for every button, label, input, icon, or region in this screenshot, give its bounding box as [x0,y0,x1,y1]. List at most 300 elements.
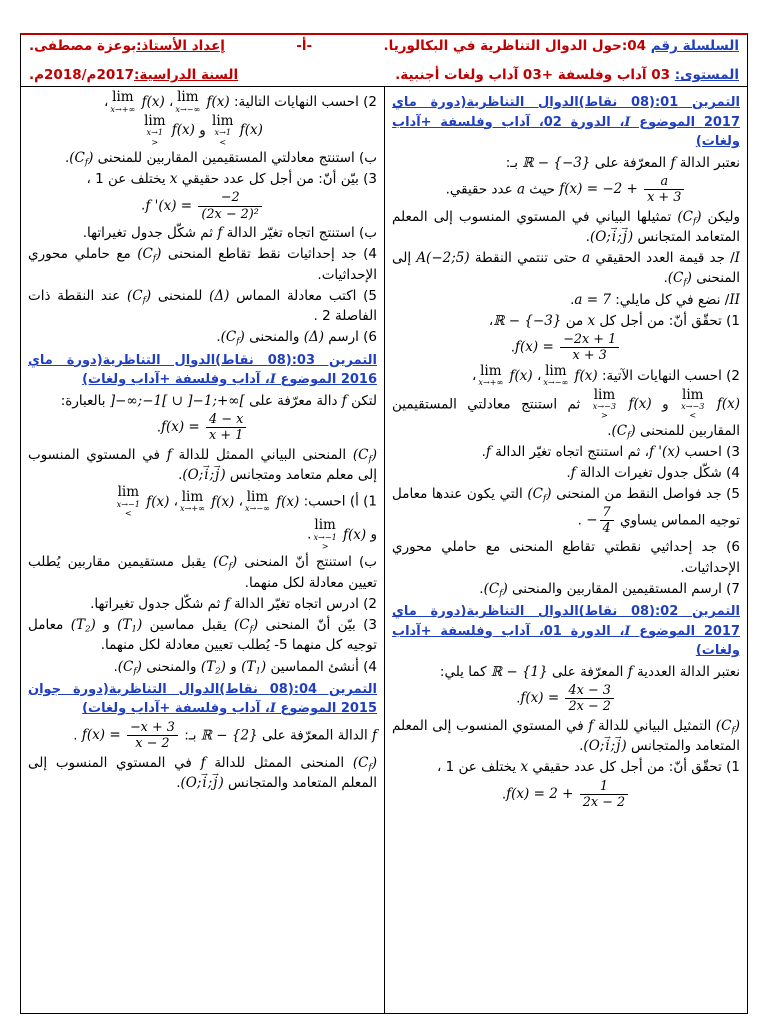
math-expression [735,250,740,266]
math-text: ) [696,208,702,225]
author-info [29,38,225,54]
text-run: ، الدورة 01، آداب وفلسفة +آداب ولغات) [392,623,740,659]
text-run: إلى المنحنى [392,250,740,287]
text-run: ، [488,312,494,329]
math-text: f '(x) [649,443,681,460]
subscript: f [142,295,146,306]
paragraph [28,657,377,677]
math-expression [583,738,626,754]
math-text: (Δ) [209,287,230,304]
level-value: 03 آداب وفلسفة +03 آداب ولغات أجنبية. [395,67,675,83]
text-run: من [561,312,588,329]
text-run: ، ثم استنتج اتجاه تغيّر الدالة [490,443,649,460]
math-expression [559,173,686,206]
math-text: ) [502,580,508,597]
math-expression [210,112,263,147]
math-text: f [166,446,172,463]
text-run: . [516,690,521,707]
math-expression [416,250,469,266]
paragraph [28,486,377,518]
text-run: 5) جد فواصل النقط من المنحنى [551,486,740,503]
math-text: ; [209,466,215,483]
math-text: f [627,663,633,680]
math-text: x [520,759,529,776]
limit-subscript: x→−∞ [244,503,270,514]
text-run: 4) شكّل جدول تغيرات الدالة [575,465,740,482]
fraction [560,332,619,364]
math-text: f(x) [167,122,195,139]
text-run: . [73,727,82,744]
limit-subscript: x→+∞ [180,503,205,514]
math-expression [515,332,621,364]
header-row-series [29,38,739,54]
fraction-numerator: a [644,174,684,190]
text-run: . [176,774,181,791]
math-expression [311,517,367,552]
math-expression [582,250,590,266]
fraction [600,505,614,537]
math-text: ) [88,149,94,166]
text-run: يختلف عن 1 ، [436,759,521,776]
limit [313,519,336,551]
paragraph [28,445,377,486]
math-text: I [624,114,631,130]
math-text: ) [220,466,226,483]
text-run: ، [164,93,174,110]
year-label: السنة الدراسية: [134,67,239,83]
limit [180,488,205,514]
math-text: (C [352,446,369,463]
math-expression [243,488,300,514]
math-expression [491,664,548,680]
math-text: f(x) = 2 + [506,785,578,802]
text-run: . [141,197,146,214]
author-name: بوعزة مصطفى. [29,38,137,54]
text-run: و [651,396,680,413]
text-run: . [510,339,516,356]
paragraph [392,386,740,441]
limit [543,362,569,388]
math-text: (C [352,754,369,771]
math-expression [170,171,178,187]
math-text: A(−2;5) [416,250,470,267]
math-text: f(x) = [520,690,564,707]
fraction-numerator: 4 − x [206,412,246,428]
text-run: 3) بيّن أنّ المنحنى [258,617,377,634]
math-text: (Δ) [303,329,324,346]
text-run: ، [104,93,109,110]
text-run: ، آداب وفلسفة +آداب ولغات) [82,701,270,717]
math-text: f [372,727,377,744]
subscript: f [228,562,232,573]
math-text: (C [213,554,229,571]
text-run: في المستوي المنسوب إلى المعلم المتعامد والمتجانس [392,717,740,755]
fraction [580,779,628,811]
math-text: (T [200,658,216,675]
math-text: a [516,181,526,198]
math-text: (T [117,617,132,634]
limit-subscript: > [601,410,608,421]
text-run: 2) احسب النهايات التالية: [229,93,377,110]
text-run: . [156,419,161,436]
year-value: 2017م/2018م. [29,67,135,83]
math-expression [145,190,264,222]
limit-subscript: x→−3 [592,401,617,412]
math-text: (O; [589,228,611,245]
text-run: . [577,512,587,529]
text-run: و [366,526,377,543]
math-text: (C [117,658,134,675]
text-run: وليكن [701,208,740,225]
math-expression [679,386,740,421]
worksheet-header [20,33,748,87]
subscript: 2 [215,666,221,677]
paragraph [392,290,740,310]
math-text: ℝ − {−3} [522,154,591,171]
math-text: ; [610,738,616,755]
math-text: (C [527,486,543,503]
math-expression [668,270,692,286]
math-expression [209,288,229,304]
math-text: ) [260,658,267,675]
paragraph [28,753,377,794]
subscript: f [627,430,631,441]
limit-word: lim [177,89,199,105]
limit-word: lim [212,112,234,129]
text-run: التمرين 01:(08 نقاط)الدوال التناظرية(دورة ماي 2017 الموضوع [392,95,740,130]
fraction-numerator: −2 [198,190,262,206]
text-run: التمثيل البياني للدالة [593,717,716,734]
math-text: f '(x) = [145,197,197,214]
limit-word: lim [682,386,704,403]
math-text: ℝ − {2} [200,727,258,744]
fraction-denominator: 2x − 2 [568,699,611,715]
math-expression [201,659,226,675]
level-label: المستوى: [674,67,739,83]
text-run: ثم شكّل جدول تغيراتها. [90,595,225,612]
text-run: . [607,422,612,439]
exercise-title [28,680,377,719]
text-run: 1) أ) احسب: [299,493,377,510]
math-expression [372,727,377,743]
text-run: . [307,526,312,543]
fraction-denominator: x + 1 [209,428,244,444]
paragraph [28,244,377,285]
text-run: للمنحنى [151,287,210,304]
math-text: (C [137,246,153,263]
math-text: ) [218,774,224,791]
formula-line [392,683,740,715]
subscript: f [249,624,253,635]
math-expression [234,617,258,633]
vector: i → [604,736,610,756]
limit-subscript: x→−1 [116,498,140,509]
text-run: . [663,270,668,287]
subscript: 1 [255,666,261,677]
paragraph [392,757,740,777]
limit [175,91,200,114]
text-run: . [579,738,584,755]
paragraph [392,716,740,757]
text-run: نعتبر الدالة [675,154,740,171]
math-expression [213,554,238,573]
subscript: f [683,277,687,288]
math-text: II [729,291,740,308]
text-run: ثم شكّل جدول تغيراتها. [82,225,218,242]
math-text: (C [220,329,237,346]
text-run: ب) استنتج اتجاه تغيّر الدالة [222,225,377,242]
subscript: f [692,216,697,227]
text-run: ، [234,493,243,510]
paragraph [392,463,740,483]
math-text: (C [69,149,85,166]
fraction-denominator: 2x − 2 [582,794,626,810]
text-run: ، [472,367,477,384]
formula-line [28,190,377,222]
math-text: f(x) = −2 + [559,181,643,198]
text-run: ثم استنتج معادلتي المستقيمين المقاربين للمنحنى [392,396,740,439]
text-run: 1) تحقّق أنّ: من أجل كل [595,312,740,329]
math-expression [484,581,508,597]
math-expression [353,447,377,463]
math-text: f(x) [141,493,170,510]
math-text: f [224,595,230,612]
text-run: / جد قيمة العدد الحقيقي [590,250,735,267]
math-text: ) [734,717,740,734]
fraction-numerator: 4x − 3 [565,683,613,699]
math-expression [201,727,258,743]
math-expression [178,488,235,514]
paragraph [28,223,377,243]
text-run: 4) أنشئ المماسين [266,658,377,675]
vector: i → [203,465,209,485]
subscript: f [731,725,735,736]
math-text: ) [621,738,627,755]
math-text: ]−∞;−1[ ∪ ]−1;+∞[ [109,392,245,409]
math-text: x [169,171,178,188]
math-text: ; [617,228,622,245]
limit-subscript: > [151,136,159,147]
limit-subscript: < [219,136,227,147]
column-left [21,87,384,1013]
math-text: (C [667,270,684,287]
math-expression [69,150,93,166]
text-run: بـ: [179,727,201,744]
paragraph [392,442,740,462]
exercise-title [392,602,740,661]
subscript: 2 [84,624,91,635]
exercise-title [28,351,377,390]
paragraph [392,153,740,173]
vector: j → [622,227,628,247]
text-run: 4) جد إحداثيات نقط تقاطع المنحنى [161,246,377,263]
math-text: I [734,250,740,267]
text-run: . [585,228,590,245]
fraction-denominator: x + 3 [647,190,682,206]
text-run: 3) بيّن أنّ: من أجل كل عدد حقيقي [177,171,377,188]
text-run: 1) تحقّق أنّ: من أجل كل عدد حقيقي [528,759,740,776]
math-text: f(x) = [515,339,559,356]
limit-subscript: x→−1 [313,531,337,542]
paragraph [392,484,740,536]
limit-word: lim [480,362,502,379]
math-text: f(x) [206,493,235,510]
exercise-title [392,93,740,152]
formula-line [28,112,377,147]
math-text: f(x) [235,122,263,139]
math-text: f(x) = [81,727,125,744]
paragraph [392,248,740,289]
text-run: . [566,465,571,482]
paragraph [28,286,377,327]
vector: i → [611,227,617,247]
paragraph [28,327,377,347]
limit [681,386,705,421]
math-text: ) [231,554,238,571]
fraction-denominator: x − 2 [135,736,170,752]
limit-subscript: x→1 [146,127,164,138]
text-run: 2) احسب النهايات الآتية: [597,367,740,384]
fraction-denominator: (2x − 2)² [201,206,259,222]
math-expression [182,467,225,483]
limit-subscript: x→+∞ [478,377,504,388]
limit-subscript: x→1 [214,127,232,138]
text-run: يقبل مماسين [142,617,234,634]
math-text: ) [371,754,377,771]
text-run: في المستوي المنسوب إلى المعلم المتعامد والمتجانس [28,754,377,791]
math-expression [160,411,248,444]
math-text: f(x) [618,396,652,413]
math-text: (O; [583,738,605,755]
math-text: ) [627,228,634,245]
math-expression [517,181,525,197]
math-expression [476,362,533,388]
math-expression [241,659,266,675]
math-text: f [670,154,676,171]
subscript: f [368,454,372,465]
paragraph [28,720,377,752]
text-run: . [570,291,575,308]
text-run: / نضع في كل مايلي: [610,291,730,308]
math-text: f [341,392,347,409]
text-run: لتكن [346,392,377,409]
text-run: . [501,785,507,802]
limit-word: lim [117,484,139,501]
paragraph [392,311,740,331]
math-expression [137,246,162,265]
math-text: (T [241,658,256,675]
formula-line [392,174,740,206]
math-expression [506,778,630,810]
text-run: الدالة المعرّفة على [257,727,372,744]
text-run: و [225,658,242,675]
math-text: ) [686,270,692,287]
limit-subscript: x→−3 [681,401,705,412]
paragraph [28,391,377,411]
text-run: التمرين 03:(08 نقاط)الدوال التناظرية(دورة ماي 2016 الموضوع [28,352,377,388]
text-run: 2) ادرس اتجاه تغيّر الدالة [229,595,377,612]
paragraph [28,91,377,114]
math-text: x [587,312,596,329]
subscript: f [84,157,89,168]
math-expression [173,89,230,114]
math-text: ) [90,617,96,634]
math-expression [71,617,96,633]
math-expression [649,444,680,460]
math-text: ℝ − {−3} [493,312,562,329]
text-run: المعرّفة على [590,154,671,171]
limit [110,91,135,114]
paragraph [392,362,740,388]
text-run: 6) جد إحداثيي نقطتي تقاطع المنحنى مع حاملي محوري الإحداثيات. [392,539,740,576]
math-expression [520,759,528,775]
limit-word: lim [545,362,567,379]
math-text: I [624,623,631,639]
limit-word: lim [181,488,204,505]
content-columns [20,87,748,1014]
math-text: ) [145,287,152,304]
limit [117,486,140,518]
text-run: مع حاملي محوري الإحداثيات. [28,246,377,283]
text-run: 3) احسب [680,443,740,460]
text-run: المنحنى البياني الممثل للدالة [171,446,353,463]
fraction [127,720,178,752]
text-run: المنحنى الممثل للدالة [205,754,353,771]
math-text: I [269,701,276,717]
series-title: حول الدوال التناظرية في البكالوريا. [383,38,622,54]
limit-subscript: > [321,541,329,552]
math-expression [110,393,245,409]
text-run: معامل توجيه كل منهما 5- يُطلب تعيين معادلة لكل منهما. [28,617,377,654]
text-run: التمرين 04:(08 نقاط)الدوال التناظرية(دورة جوان 2015 الموضوع [28,681,377,717]
author-label: إعداد الأستاذ: [136,38,225,54]
text-run: . [479,580,484,597]
limit [244,488,270,514]
text-run: ب) استنتج معادلتي المستقيمين المقاربين للمنحنى [93,149,377,166]
text-run: ، [532,367,542,384]
text-run: التي يكون عندها معامل توجيه المماس يساوي [392,486,740,529]
subscript: f [133,666,137,677]
math-text: f [570,465,576,482]
text-run: . [481,443,486,460]
math-expression [590,229,633,245]
math-text: ) [136,658,142,675]
text-run: . [64,149,70,166]
math-expression [493,313,561,329]
limit [144,112,166,147]
paragraph [392,207,740,248]
math-text: I [269,372,276,388]
math-expression [117,617,142,633]
series-number: 04: [621,38,647,54]
math-expression [353,755,377,771]
math-expression [677,209,701,225]
math-expression [591,386,652,421]
vector: j → [214,465,220,485]
math-text: ) [371,446,378,463]
subscript: f [152,254,157,265]
text-run: ب) استنتج أنّ المنحنى [237,554,378,571]
math-text: (C [677,208,693,225]
math-text: (C [611,422,628,439]
text-run: عدد حقيقي. [445,181,517,198]
paragraph [392,662,740,682]
formula-line [392,332,740,364]
series-label: السلسلة رقم [650,38,739,54]
math-expression [716,718,740,734]
math-text: ) [252,617,259,634]
text-run: . [216,329,221,346]
